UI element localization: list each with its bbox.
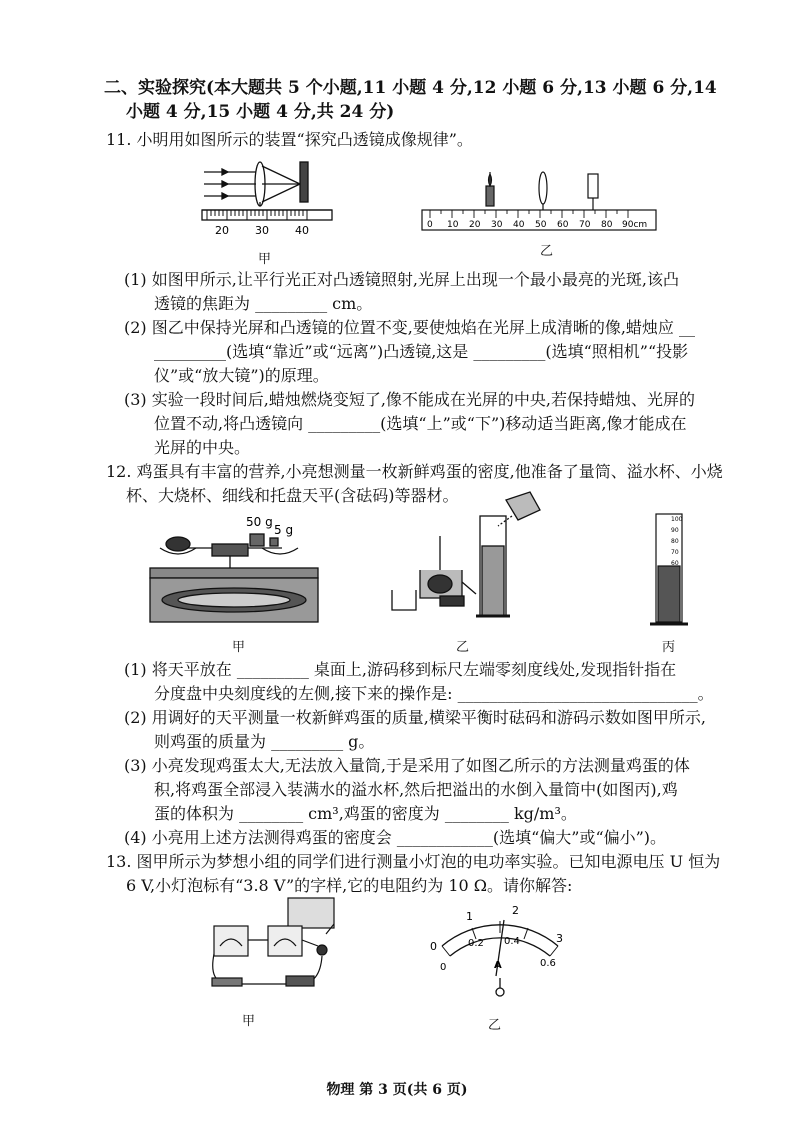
- section-heading-cont: 小题 4 分,15 小题 4 分,共 24 分): [126, 102, 395, 122]
- svg-text:20: 20: [469, 220, 481, 230]
- svg-text:90: 90: [671, 527, 679, 534]
- svg-text:2: 2: [512, 906, 519, 917]
- q12-part3-c: 蛋的体积为 ________ cm³,鸡蛋的密度为 ________ kg/m³。: [154, 804, 577, 823]
- q11-stem: 11. 小明用如图所示的装置“探究凸透镜成像规律”。: [106, 130, 473, 149]
- q12-fig3-caption: 丙: [662, 640, 676, 655]
- svg-text:50: 50: [535, 220, 547, 230]
- q12-part3-b: 积,将鸡蛋全部浸入装满水的溢水杯,然后把溢出的水倒入量筒中(如图丙),鸡: [154, 780, 678, 799]
- q11-fig2-caption: 乙: [540, 244, 554, 259]
- q12-figure-balance: [142, 508, 322, 630]
- svg-text:80: 80: [671, 538, 679, 545]
- svg-text:0: 0: [430, 940, 437, 953]
- q13-figure-ammeter: [420, 906, 580, 998]
- svg-text:0: 0: [440, 962, 447, 973]
- q13-fig1-caption: 甲: [242, 1014, 256, 1029]
- weight-5g: 5 g: [274, 523, 294, 537]
- svg-text:30: 30: [491, 220, 503, 230]
- q13-stem-1: 13. 图甲所示为梦想小组的同学们进行测量小灯泡的电功率实验。已知电源电压 U 恒为: [106, 852, 721, 871]
- q11-part2-a: (2) 图乙中保持光屏和凸透镜的位置不变,要使烛焰在光屏上成清晰的像,蜡烛应 __: [124, 318, 696, 337]
- q11-fig1-caption: 甲: [258, 252, 272, 267]
- q13-fig2-caption: 乙: [488, 1018, 502, 1033]
- q11-figure-jia: [192, 150, 342, 255]
- q12-fig2-caption: 乙: [456, 640, 470, 655]
- svg-text:90cm: 90cm: [622, 220, 648, 230]
- svg-text:3: 3: [556, 932, 563, 945]
- q12-part1-b: 分度盘中央刻度线的左侧,接下来的操作是: ______________________________。: [154, 684, 714, 703]
- q12-part3-a: (3) 小亮发现鸡蛋太大,无法放入量筒,于是采用了如图乙所示的方法测量鸡蛋的体: [124, 756, 690, 775]
- section-heading: 二、实验探究(本大题共 5 个小题,11 小题 4 分,12 小题 6 分,13 小题 6 分,14: [104, 78, 717, 98]
- svg-text:0.6: 0.6: [540, 958, 556, 969]
- q12-figure-overflow: [380, 486, 550, 626]
- q11-part3-a: (3) 实验一段时间后,蜡烛燃烧变短了,像不能成在光屏的中央,若保持蜡烛、光屏的: [124, 390, 696, 409]
- q11-fig1-tick-20: 20: [215, 224, 229, 237]
- q12-stem-1: 12. 鸡蛋具有丰富的营养,小亮想测量一枚新鲜鸡蛋的密度,他准备了量筒、溢水杯、小烧: [106, 462, 723, 481]
- svg-text:60: 60: [557, 220, 569, 230]
- q11-figure-yi: [420, 166, 660, 236]
- svg-text:60: 60: [671, 560, 679, 567]
- q11-part1-b: 透镜的焦距为 _________ cm。: [154, 294, 373, 313]
- svg-text:0.2: 0.2: [468, 938, 484, 949]
- q11-part2-b: _________(选填“靠近”或“远离”)凸透镜,这是 _________(选填“照相机”“投影: [154, 342, 689, 361]
- svg-text:100: 100: [671, 516, 683, 523]
- q11-part3-b: 位置不动,将凸透镜向 _________(选填“上”或“下”)移动适当距离,像才能成在: [154, 414, 687, 433]
- q12-part1-a: (1) 将天平放在 _________ 桌面上,游码移到标尺左端零刻度线处,发现指针指在: [124, 660, 677, 679]
- svg-text:1: 1: [466, 910, 473, 923]
- page-footer: 物理 第 3 页(共 6 页): [326, 1082, 468, 1098]
- q13-stem-2: 6 V,小灯泡标有“3.8 V”的字样,它的电阻约为 10 Ω。请你解答:: [126, 876, 573, 895]
- svg-text:40: 40: [513, 220, 525, 230]
- q12-stem-2: 杯、大烧杯、细线和托盘天平(含砝码)等器材。: [126, 486, 459, 505]
- svg-text:0.4: 0.4: [504, 936, 520, 947]
- q11-fig1-tick-30: 30: [255, 224, 269, 237]
- q13-figure-circuit: [200, 894, 350, 1004]
- svg-text:70: 70: [579, 220, 591, 230]
- svg-text:80: 80: [601, 220, 613, 230]
- q12-part4: (4) 小亮用上述方法测得鸡蛋的密度会 ____________(选填“偏大”或“偏小”)。: [124, 828, 667, 847]
- q11-part1-a: (1) 如图甲所示,让平行光正对凸透镜照射,光屏上出现一个最小最亮的光斑,该凸: [124, 270, 680, 289]
- q12-figure-cylinder: [646, 508, 696, 632]
- weight-50g: 50 g: [246, 515, 273, 529]
- q11-fig1-tick-40: 40: [295, 224, 309, 237]
- q12-fig1-caption: 甲: [232, 640, 246, 655]
- svg-text:0: 0: [427, 220, 433, 230]
- svg-text:10: 10: [447, 220, 459, 230]
- q12-part2-a: (2) 用调好的天平测量一枚新鲜鸡蛋的质量,横梁平衡时砝码和游码示数如图甲所示,: [124, 708, 706, 727]
- q11-part2-c: 仪”或“放大镜”)的原理。: [154, 366, 329, 385]
- q12-part2-b: 则鸡蛋的质量为 _________ g。: [154, 732, 375, 751]
- svg-text:A: A: [494, 960, 502, 971]
- svg-text:70: 70: [671, 549, 679, 556]
- q11-part3-c: 光屏的中央。: [154, 438, 251, 457]
